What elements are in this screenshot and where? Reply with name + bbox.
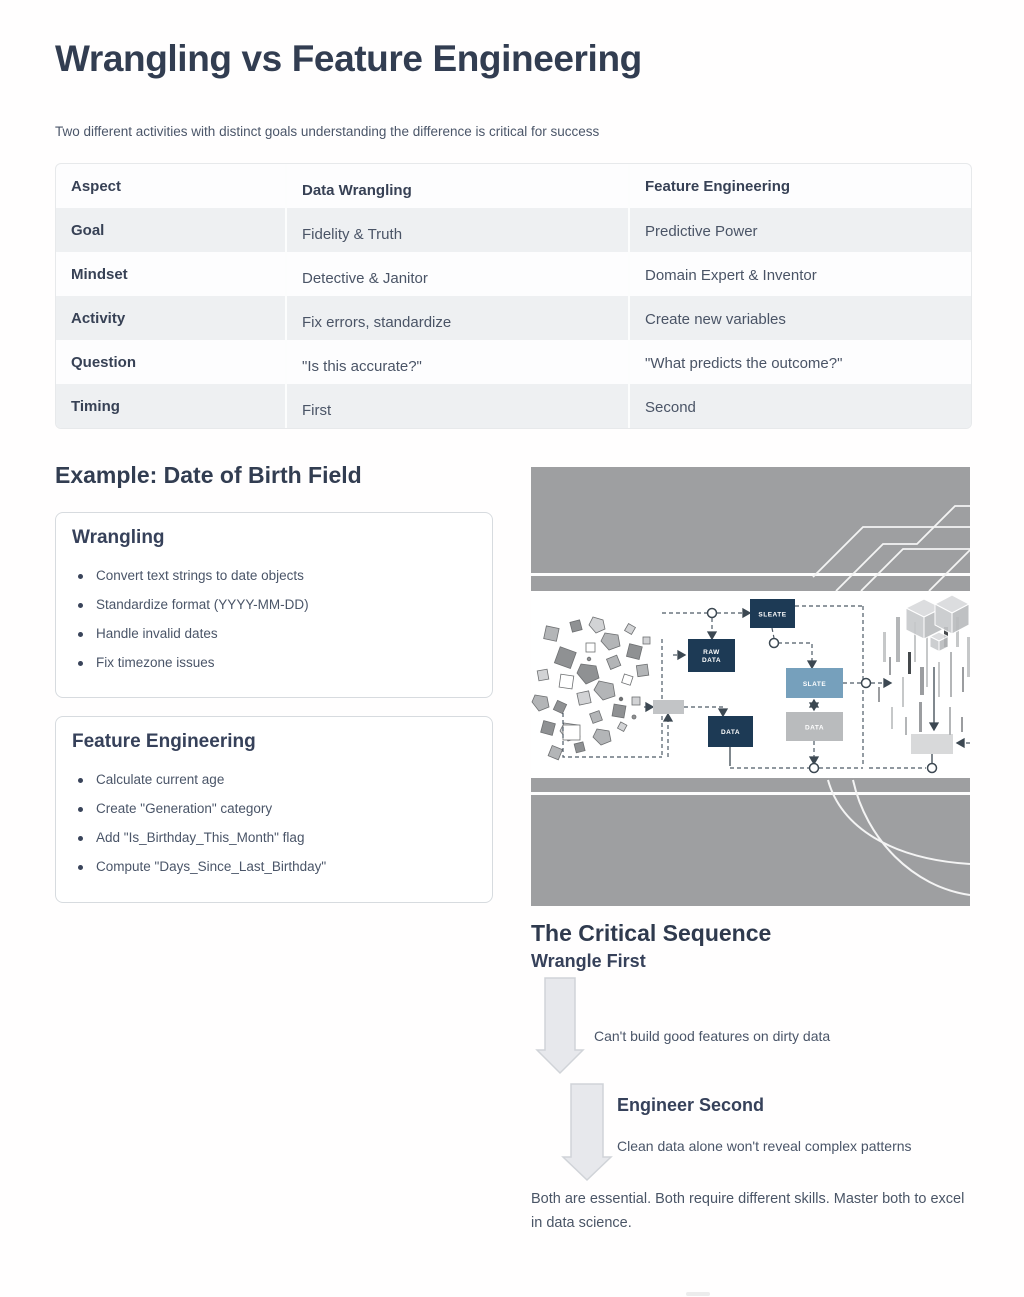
row-engineering-value: Domain Expert & Inventor [629, 252, 971, 296]
data-light-label: DATA [804, 724, 825, 732]
bottom-band [531, 778, 970, 906]
table-row [56, 296, 971, 340]
wrangling-bullet-list [56, 561, 492, 677]
row-wrangling-value: "Is this accurate?" [286, 340, 629, 384]
page-title: Wrangling vs Feature Engineering [55, 38, 642, 79]
table-row [56, 252, 971, 296]
page-subtitle: Two different activities with distinct goals understanding the difference is critical for success [55, 124, 600, 139]
sleate-label: SLEATE [758, 611, 787, 619]
row-label: Question [71, 353, 137, 371]
raw-data-label-1: RAW [703, 649, 720, 656]
data-dark-label: DATA [720, 729, 741, 736]
example-heading: Example: Date of Birth Field [55, 462, 362, 488]
output-box [911, 734, 953, 754]
row-wrangling-value: Fidelity & Truth [286, 208, 629, 252]
step-1-note: Can't build good features on dirty data [594, 1028, 831, 1044]
sequence-heading: The Critical Sequence [531, 920, 772, 946]
row-label: Mindset [71, 265, 128, 283]
feature-engineering-bullet-list [56, 765, 492, 881]
down-arrow-icon [531, 976, 591, 1076]
list-item: Compute "Days_Since_Last_Birthday" [56, 852, 492, 881]
col-header-engineering: Feature Engineering [629, 164, 971, 208]
data-pipeline-illustration [531, 467, 970, 906]
comparison-table [55, 163, 972, 429]
list-item: Standardize format (YYYY-MM-DD) [56, 590, 492, 619]
row-engineering-value: Second [629, 384, 971, 428]
row-engineering-value: "What predicts the outcome?" [629, 340, 971, 384]
wrangling-card-title: Wrangling [72, 527, 165, 548]
list-item: Add "Is_Birthday_This_Month" flag [56, 823, 492, 852]
col-header-aspect: Aspect [71, 177, 122, 195]
row-label: Goal [71, 221, 105, 239]
table-header-row [56, 164, 971, 208]
list-item: Fix timezone issues [56, 648, 492, 677]
row-engineering-value: Predictive Power [629, 208, 971, 252]
list-item: Convert text strings to date objects [56, 561, 492, 590]
row-label: Activity [71, 309, 126, 327]
row-wrangling-value: First [286, 384, 629, 428]
step-1-title: Wrangle First [531, 951, 646, 971]
down-arrow-icon [560, 1082, 620, 1182]
step-2-note: Clean data alone won't reveal complex patterns [617, 1138, 912, 1154]
list-item: Calculate current age [56, 765, 492, 794]
step-2-title: Engineer Second [617, 1095, 765, 1115]
feature-engineering-card-title: Feature Engineering [72, 731, 256, 752]
table-row [56, 208, 971, 252]
feature-engineering-card [55, 716, 493, 903]
conclusion-text: Both are essential. Both require different skills. Master both to excel in data science. [531, 1191, 965, 1231]
raw-data-label-2: DATA [701, 657, 722, 664]
row-wrangling-value: Fix errors, standardize [286, 296, 629, 340]
slate-label: SLATE [802, 681, 827, 688]
list-item: Handle invalid dates [56, 619, 492, 648]
page-mark [686, 1292, 710, 1296]
row-wrangling-value: Detective & Janitor [286, 252, 629, 296]
table-row [56, 340, 971, 384]
table-row [56, 384, 971, 428]
col-header-wrangling: Data Wrangling [286, 164, 629, 208]
wrangling-card [55, 512, 493, 698]
list-item: Create "Generation" category [56, 794, 492, 823]
top-band [531, 467, 970, 591]
row-engineering-value: Create new variables [629, 296, 971, 340]
row-label: Timing [71, 397, 120, 415]
buffer-box [653, 700, 684, 714]
